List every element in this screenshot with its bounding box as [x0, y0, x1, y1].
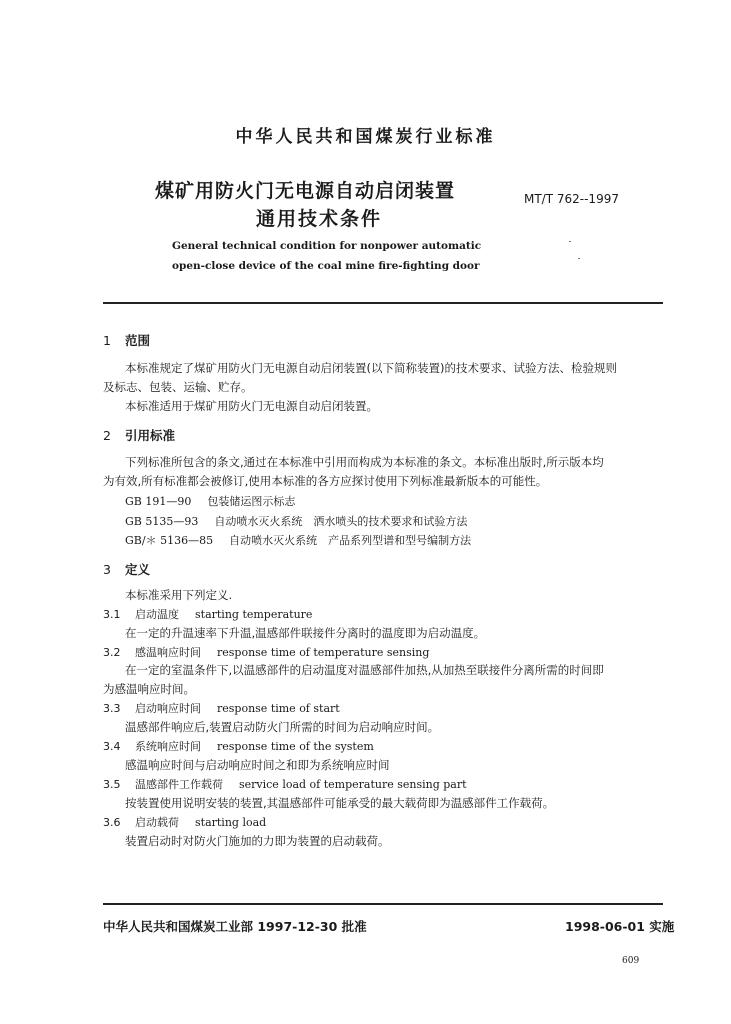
section-number: 2 [103, 428, 111, 443]
reference-code: GB 5135—93 [125, 515, 199, 528]
section-title: 定义 [125, 562, 151, 577]
standard-number: MT/T 762--1997 [524, 192, 619, 206]
page-number: 609 [622, 956, 640, 966]
definition-text: 温感部件响应后,装置启动防火门所需的时间为启动响应时间。 [125, 720, 440, 734]
term-en: response time of temperature sensing [217, 646, 430, 659]
term-zh: 感温响应时间 [135, 646, 201, 659]
reference-item [125, 532, 471, 548]
definition-term [103, 700, 340, 716]
term-zh: 启动温度 [135, 608, 179, 621]
document-title-line1: 煤矿用防火门无电源自动启闭装置 [155, 180, 456, 202]
section-2-paragraph: 下列标准所包含的条文,通过在本标准中引用而构成为本标准的条文。本标准出版时,所示版本均 [125, 455, 604, 469]
approval-line: 中华人民共和国煤炭工业部 1997-12-30 批准 [103, 919, 367, 934]
definition-text: 装置启动时对防火门施加的力即为装置的启动载荷。 [125, 834, 390, 848]
definition-term [103, 814, 266, 830]
section-3-heading [103, 560, 150, 578]
definition-text: 按装置使用说明安装的装置,其温感部件可能承受的最大载荷即为温感部件工作载荷。 [125, 796, 555, 810]
reference-item [125, 513, 467, 529]
reference-title: 包装储运图示标志 [207, 495, 296, 508]
document-title-line2: 通用技术条件 [256, 208, 383, 230]
footer-divider [103, 903, 663, 905]
reference-title: 自动喷水灭火系统 产品系列型谱和型号编制方法 [229, 534, 472, 547]
implementation-date: 1998-06-01 实施 [565, 919, 675, 934]
section-2-paragraph: 为有效,所有标准都会被修订,使用本标准的各方应探讨使用下列标准最新版本的可能性。 [103, 474, 548, 488]
term-en: starting load [195, 816, 267, 829]
definition-term [103, 606, 312, 622]
term-zh: 温感部件工作载荷 [135, 778, 223, 791]
section-3-intro: 本标准采用下列定义. [125, 588, 233, 602]
section-number: 1 [103, 333, 111, 348]
definition-text: 在一定的升温速率下升温,温感部件联接件分离时的温度即为启动温度。 [125, 626, 486, 640]
section-number: 3 [103, 562, 111, 577]
definition-term [103, 644, 429, 660]
agency-title: 中华人民共和国煤炭行业标准 [235, 127, 496, 147]
term-zh: 启动载荷 [135, 816, 179, 829]
term-zh: 系统响应时间 [135, 740, 201, 753]
term-en: starting temperature [195, 608, 313, 621]
reference-title: 自动喷水灭火系统 洒水喷头的技术要求和试验方法 [214, 515, 468, 528]
definition-text: 在一定的室温条件下,以温感部件的启动温度对温感部件加热,从加热至联接件分离所需的时间即 [125, 663, 604, 677]
section-1-paragraph: 本标准适用于煤矿用防火门无电源自动启闭装置。 [125, 399, 378, 413]
english-title-line2: open-close device of the coal mine fire-fighting door [172, 260, 480, 272]
definition-number: 3.4 [103, 740, 121, 753]
term-zh: 启动响应时间 [135, 702, 201, 715]
definition-number: 3.5 [103, 778, 121, 791]
reference-item [125, 493, 295, 509]
definition-number: 3.2 [103, 646, 121, 659]
reference-code: GB/＊ 5136—85 [125, 534, 214, 547]
header-divider [103, 302, 663, 304]
term-en: service load of temperature sensing part [239, 778, 467, 791]
section-1-heading [103, 331, 150, 349]
reference-code: GB 191—90 [125, 495, 192, 508]
term-en: response time of start [217, 702, 340, 715]
definition-number: 3.6 [103, 816, 121, 829]
definition-text: 为感温响应时间。 [103, 682, 195, 696]
scan-speck [578, 258, 580, 259]
section-2-heading [103, 426, 175, 444]
definition-number: 3.3 [103, 702, 121, 715]
section-title: 范围 [125, 333, 151, 348]
section-title: 引用标准 [125, 428, 176, 443]
scan-speck [569, 241, 571, 242]
section-1-paragraph: 及标志、包装、运输、贮存。 [103, 380, 253, 394]
section-1-paragraph: 本标准规定了煤矿用防火门无电源自动启闭装置(以下简称装置)的技术要求、试验方法、检验规则 [125, 361, 617, 375]
english-title-line1: General technical condition for nonpower automatic [172, 240, 482, 252]
term-en: response time of the system [217, 740, 374, 753]
definition-term [103, 738, 374, 754]
definition-term [103, 776, 467, 792]
definition-number: 3.1 [103, 608, 121, 621]
definition-text: 感温响应时间与启动响应时间之和即为系统响应时间 [125, 758, 390, 772]
